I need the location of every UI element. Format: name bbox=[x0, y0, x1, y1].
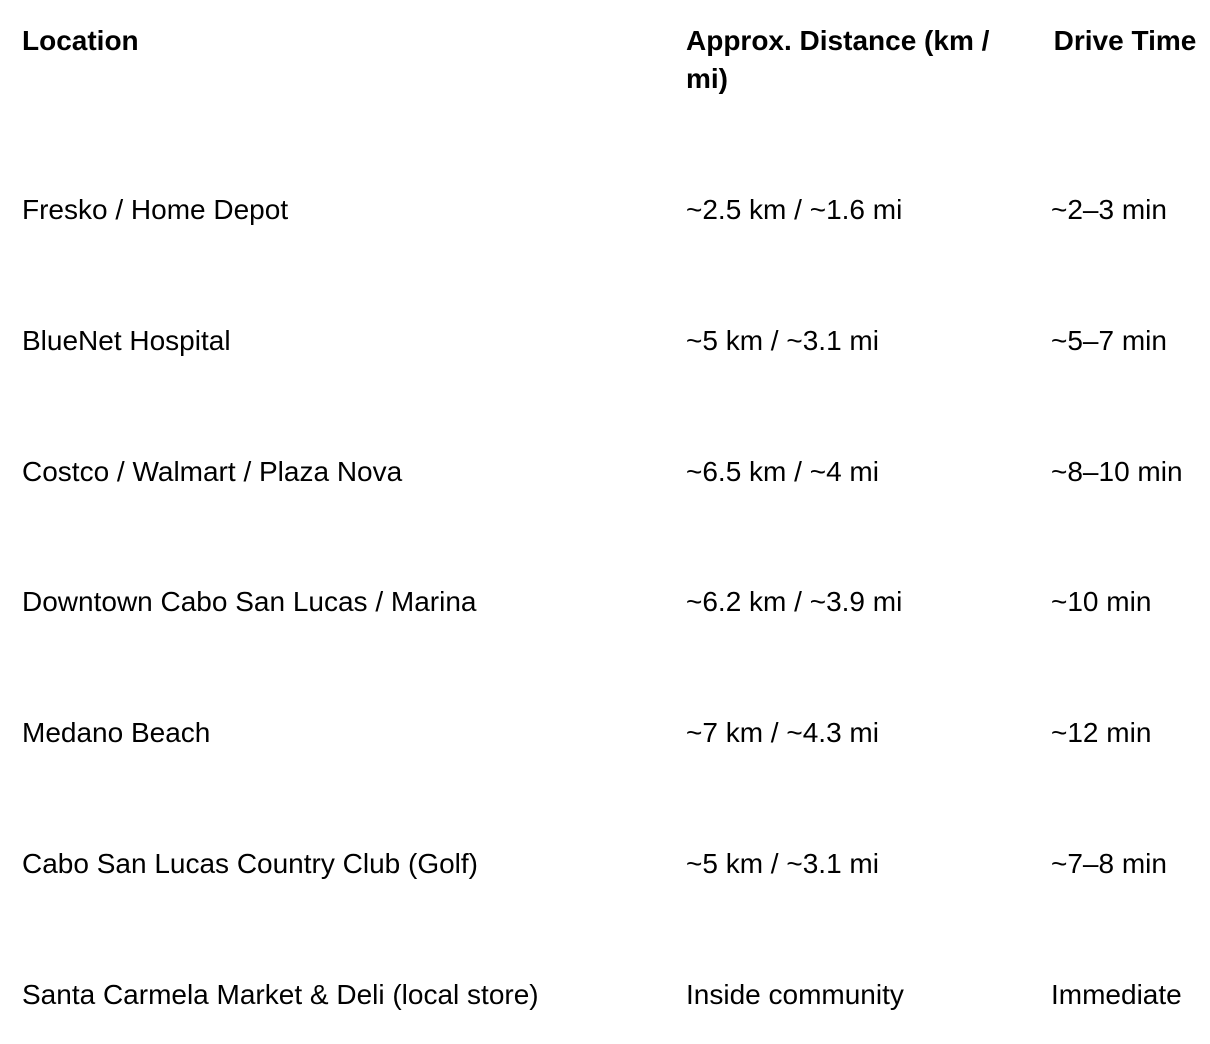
table-row-distance: ~5 km / ~3.1 mi bbox=[686, 848, 879, 879]
table-row-distance: ~6.5 km / ~4 mi bbox=[686, 456, 879, 487]
table-row-drive-time: ~8–10 min bbox=[1051, 456, 1183, 487]
table-row-location: Santa Carmela Market & Deli (local store) bbox=[22, 979, 539, 1010]
table-row-location: BlueNet Hospital bbox=[22, 325, 231, 356]
table-row-distance: ~5 km / ~3.1 mi bbox=[686, 325, 879, 356]
header-distance: Approx. Distance (km / mi) bbox=[686, 25, 990, 94]
header-drive-time: Drive Time bbox=[1053, 25, 1197, 56]
table-row-location: Downtown Cabo San Lucas / Marina bbox=[22, 586, 477, 617]
table-row-location: Cabo San Lucas Country Club (Golf) bbox=[22, 848, 478, 879]
table-row-distance: ~7 km / ~4.3 mi bbox=[686, 717, 879, 748]
table-row-drive-time: ~2–3 min bbox=[1051, 194, 1167, 225]
table-row-drive-time: Immediate bbox=[1051, 979, 1182, 1010]
table-row-location: Fresko / Home Depot bbox=[22, 194, 289, 225]
table-row-drive-time: ~7–8 min bbox=[1051, 848, 1167, 879]
table-row-drive-time: ~10 min bbox=[1051, 586, 1152, 617]
table-row-drive-time: ~5–7 min bbox=[1051, 325, 1167, 356]
table-row-drive-time: ~12 min bbox=[1051, 717, 1152, 748]
header-location: Location bbox=[22, 25, 139, 56]
table-row-distance: Inside community bbox=[686, 979, 904, 1010]
table-row-distance: ~2.5 km / ~1.6 mi bbox=[686, 194, 903, 225]
table-row-location: Costco / Walmart / Plaza Nova bbox=[22, 456, 403, 487]
table-row-distance: ~6.2 km / ~3.9 mi bbox=[686, 586, 903, 617]
table-row-location: Medano Beach bbox=[22, 717, 211, 748]
